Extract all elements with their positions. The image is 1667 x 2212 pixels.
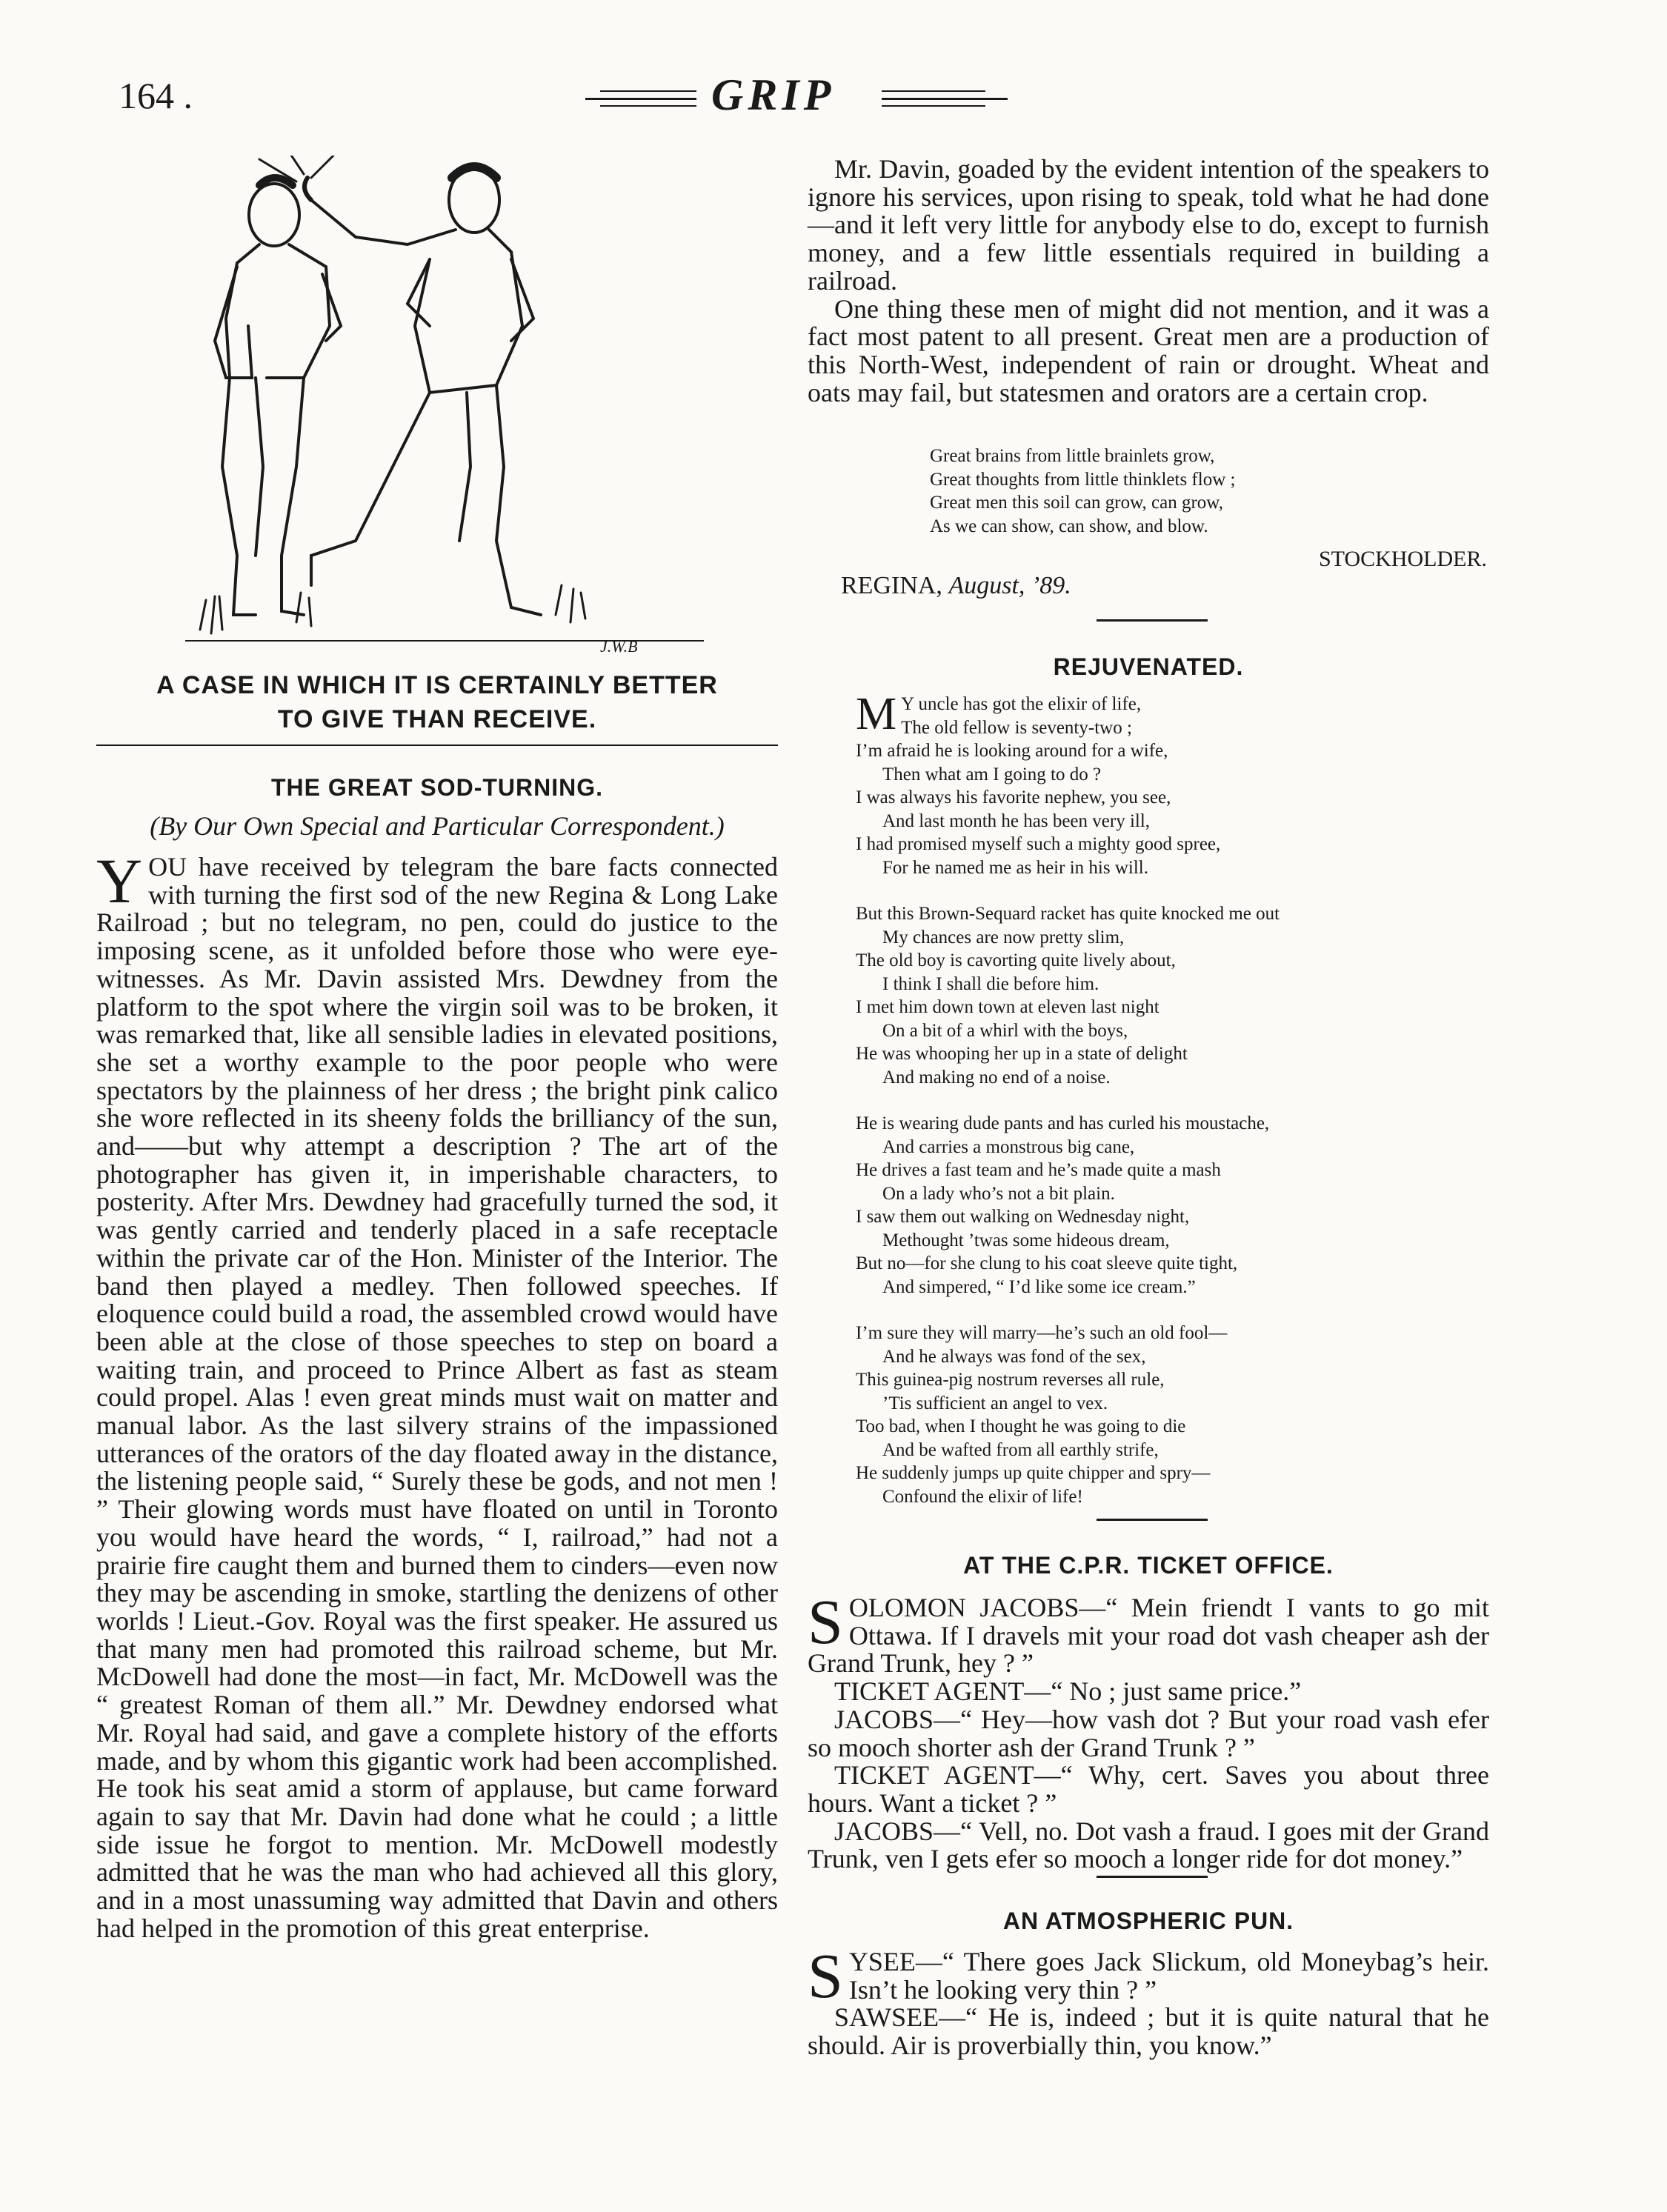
- poem-line: I met him down town at eleven last night: [856, 997, 1159, 1017]
- poem-line: I saw them out walking on Wednesday night,: [856, 1207, 1190, 1227]
- dialog-text: “ There goes Jack Slickum, old Moneybag’s heir. Isn’t he looking very thin ? ”: [848, 1947, 1489, 2005]
- poem-line: For he named me as heir in his will.: [882, 857, 1148, 878]
- poem-line: Then what am I going to do ?: [882, 764, 1102, 784]
- speaker: JACOBS—: [834, 1816, 961, 1846]
- page-number: 164 .: [119, 75, 193, 116]
- ticket-office-body: [808, 1586, 1489, 1874]
- dropcap: S: [808, 1940, 843, 2011]
- ticket-office-title: AT THE C.P.R. TICKET OFFICE.: [963, 1552, 1334, 1579]
- poem-line: ’Tis sufficient an angel to vex.: [882, 1393, 1108, 1413]
- boxers-illustration: [185, 156, 704, 659]
- divider-rule: [96, 744, 778, 746]
- short-rule: [1097, 1519, 1208, 1521]
- dropcap: Y: [96, 845, 143, 916]
- short-rule: [1097, 1876, 1208, 1878]
- poem-line: And last month he has been very ill,: [882, 810, 1151, 831]
- poem-line: But no—for she clung to his coat sleeve quite tight,: [856, 1253, 1238, 1273]
- dialog-line: [808, 1706, 1489, 1762]
- dialog-line: [808, 1678, 1489, 1706]
- poem-stanza: [856, 1112, 1493, 1299]
- poem-line: The old boy is cavorting quite lively about,: [856, 950, 1176, 970]
- sod-turning-header: [96, 774, 778, 842]
- sod-turning-title: THE GREAT SOD-TURNING.: [270, 774, 604, 801]
- poem-line: He was whooping her up in a state of delight: [856, 1044, 1188, 1064]
- poem-line: My chances are now pretty slim,: [882, 927, 1125, 947]
- dialog-text: “ Vell, no. Dot vash a fraud. I goes mit der Grand Trunk, ven I gets efer so mooch a longer ride for dot money.”: [808, 1816, 1489, 1874]
- dialog-line: [808, 1586, 1489, 1679]
- dialog-text: “ No ; just same price.”: [1051, 1676, 1302, 1707]
- poem-line: I was always his favorite nephew, you see,: [856, 787, 1171, 807]
- dropcap: M: [856, 689, 897, 739]
- poem-line: He is wearing dude pants and has curled his moustache,: [856, 1113, 1270, 1133]
- poem-stanza: [856, 1322, 1493, 1508]
- poem-line: He suddenly jumps up quite chipper and spry—: [856, 1463, 1211, 1483]
- dialog-line: [808, 2004, 1489, 2059]
- poem-line: On a lady who’s not a bit plain.: [882, 1183, 1115, 1204]
- dialog-line: [808, 1940, 1489, 2011]
- poem-line: Confound the elixir of life!: [882, 1486, 1083, 1507]
- dialog-text: “ He is, indeed ; but it is quite natural that he should. Air is proverbially thin, you know.”: [808, 2002, 1489, 2061]
- masthead: [585, 70, 1045, 124]
- sod-turning-paragraph-2: Mr. Davin, goaded by the evident intention of the speakers to ignore his services, upon rising to speak, told what he had done—and it left very little for anybody else to do, except to furnish money, and a few little essentials required in building a railroad.: [808, 154, 1489, 296]
- atmospheric-pun-title: AN ATMOSPHERIC PUN.: [1002, 1908, 1294, 1934]
- dialog-text: “ Hey—how vash dot ? But your road vash efer so mooch shorter ash der Grand Trunk ? ”: [808, 1704, 1489, 1762]
- dateline: REGINA, August, ’89.: [841, 572, 1071, 599]
- poem-line: On a bit of a whirl with the boys,: [882, 1020, 1128, 1041]
- sod-turning-byline: (By Our Own Special and Particular Correspondent.): [150, 811, 725, 841]
- speaker: TICKET AGENT—: [834, 1760, 1061, 1790]
- rejuvenated-title: REJUVENATED.: [1053, 653, 1244, 680]
- poem-line: And simpered, “ I’d like some ice cream.”: [882, 1276, 1196, 1297]
- speaker: YSEE—: [848, 1947, 942, 1976]
- poem-line: I had promised myself such a mighty good spree,: [856, 834, 1221, 854]
- poem-line: Methought ’twas some hideous dream,: [882, 1230, 1170, 1250]
- poem-line: I’m afraid he is looking around for a wife,: [856, 741, 1168, 761]
- speaker: TICKET AGENT—: [834, 1676, 1051, 1707]
- dialog-line: [808, 1762, 1489, 1817]
- poem-stanza: [856, 689, 1493, 879]
- poem-line: And making no end of a noise.: [882, 1067, 1111, 1087]
- speaker: SAWSEE—: [834, 2002, 966, 2033]
- poem-line: M Y uncle has got the elixir of life,: [856, 689, 1142, 739]
- poem-line: I’m sure they will marry—he’s such an old fool—: [856, 1323, 1228, 1343]
- dialog-text: “ Mein friendt I vants to go mit Ottawa. If I dravels mit your road dot vash cheaper ash der Grand Trunk, hey ? ”: [808, 1593, 1489, 1679]
- atmospheric-pun-body: [808, 1940, 1489, 2061]
- poem-line: This guinea-pig nostrum reverses all rule,: [856, 1370, 1165, 1390]
- dialog-line: [808, 1818, 1489, 1873]
- sod-turning-body: [96, 845, 778, 1943]
- speaker: OLOMON JACOBS—: [848, 1593, 1106, 1622]
- illustration-caption: [96, 668, 778, 736]
- sod-turning-verse: Great brains from little brainlets grow, Great thoughts from little thinklets flow ; Great men this soil can grow, can grow, As we can show, can show, and blow.: [930, 446, 1236, 536]
- poem-line: And he always was fond of the sex,: [882, 1346, 1146, 1367]
- poem-line: But this Brown-Sequard racket has quite knocked me out: [856, 904, 1280, 924]
- caption-line-2: TO GIVE THAN RECEIVE.: [277, 705, 597, 733]
- poem-line: I think I shall die before him.: [882, 973, 1099, 994]
- poem-line: The old fellow is seventy-two ;: [901, 717, 1132, 738]
- artist-initials: J.W.B: [600, 637, 638, 656]
- rejuvenated-poem: [856, 689, 1493, 1531]
- poem-line: He drives a fast team and he’s made quite a mash: [856, 1160, 1221, 1180]
- sod-turning-paragraph-1: YOU have received by telegram the bare facts connected with turning the first sod of the new Regina & Long Lake Railroad ; but no telegram, no pen, could do justice to the imposing scene, as it unfolded before those who were eye-witnesses. As Mr. Davin assisted Mrs. Dewdney from the platform to the spot where the virgin soil was to be broken, it was remarked that, like all sensible ladies in elevated positions, she set a worthy example to the poor people who were spectators by the plainness of her dress ; the bright pink calico she wore reflected in its sheeny folds the brilliancy of the sun, and——but why attempt a description ? The art of the photographer has given it, in imperishable characters, to posterity. After Mrs. Dewdney had gracefully turned the sod, it was gently carried and tenderly placed in a safe receptacle within the private car of the Hon. Minister of the Interior. The band then played a medley. Then followed speeches. If eloquence could build a road, the assembled crowd would have been able at the close of those speeches to step on board a waiting train, and proceed to Prince Albert as fast as steam could propel. Alas ! even great minds must wait on matter and manual labor. As the last silvery strains of the impassioned utterances of the orators of the day floated away in the distance, the listening people said, “ Surely these be gods, and not men ! ” Their glowing words must have floated on until in Toronto you would have heard the words, “ I, railroad,” had not a prairie fire caught them and burned them to cinders—even now they may be ascending in smoke, startling the denizens of other worlds ! Lieut.-Gov. Royal was the first speaker. He assured us that many men had promoted this railroad scheme, but Mr. McDowell had done the most—in fact, Mr. McDowell was the “ greatest Roman of them all.” Mr. Dewdney endorsed what Mr. Royal had said, and gave a complete history of the efforts made, and by whom this gigantic work had been accomplished. He took his seat amid a storm of applause, but came forward again to say that Mr. Davin had done what he could ; a little side issue he forgot to mention. Mr. McDowell modestly admitted that he was the man who had achieved all this glory, and in a most unassuming way admitted that Davin and others had helped in the promotion of this great enterprise.: [96, 845, 778, 1943]
- signature: STOCKHOLDER.: [1319, 547, 1487, 571]
- sod-turning-continued: [808, 156, 1489, 407]
- masthead-title: GRIP: [711, 70, 836, 119]
- poem-line: And be wafted from all earthly strife,: [882, 1439, 1159, 1460]
- short-rule: [1097, 619, 1208, 622]
- sod-turning-paragraph-3: One thing these men of might did not mention, and it was a fact most patent to all present. Great men are a production of this North-West, independent of rain or drought. Wheat and oats may fail, but statesmen and orators are a certain crop.: [808, 293, 1489, 407]
- dropcap: S: [808, 1586, 843, 1657]
- poem-line: Too bad, when I thought he was going to die: [856, 1416, 1186, 1436]
- poem-stanza: [856, 902, 1493, 1089]
- speaker: JACOBS—: [834, 1704, 961, 1734]
- poem-line: And carries a monstrous big cane,: [882, 1136, 1135, 1157]
- dialog-text: “ Why, cert. Saves you about three hours. Want a ticket ? ”: [808, 1760, 1489, 1818]
- caption-line-1: A CASE IN WHICH IT IS CERTAINLY BETTER: [156, 671, 718, 699]
